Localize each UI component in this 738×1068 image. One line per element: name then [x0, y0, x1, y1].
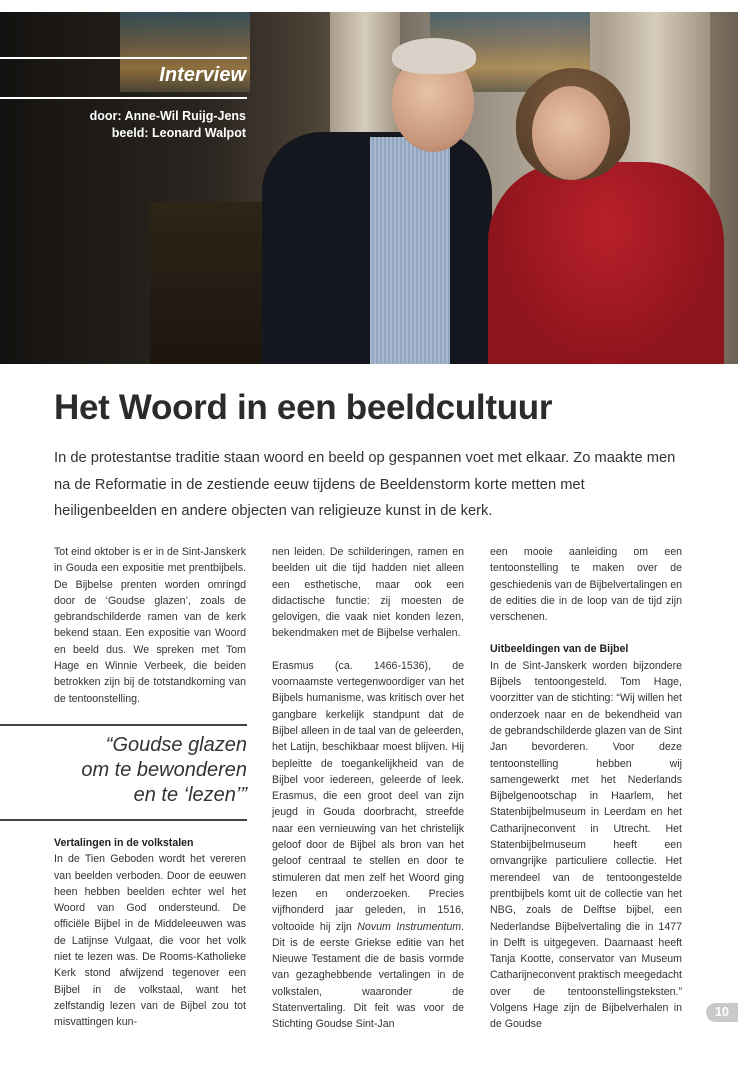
pullquote-rule-bottom: [0, 819, 247, 821]
column-3: [490, 544, 682, 1033]
body-paragraph: In de Tien Geboden wordt het vereren van beelden verboden. Door de eeuwen heen hebben beelden echter wel het Woord van God ondersteund. De officiële Bijbel in de Middeleeuwen was de Latijnse Vulgaat, die voor het volk niet te lezen was. De Rooms-Katholieke Kerk stond afwijzend tegenover een Bijbel in de volkstaal, want het zelfstandig lezen van de Bijbel zou tot misvattingen kun-: [54, 853, 246, 1029]
article-lead: In de protestantse traditie staan woord en beeld op gespannen voet met elkaar. Zo maakte men na de Reformatie in de zestiende eeuw tijdens de Beeldenstorm korte metten met heiligenbeelden en andere objecten van religieuze kunst in de kerk.: [54, 450, 676, 519]
body-paragraph: nen leiden. De schilderingen, ramen en beelden uit die tijd hadden niet alleen een esthetische, maar ook een didactische functie: zij moesten de gelovigen, die vaak niet konden lezen, bekendmaken met de Bijbelse verhalen.: [272, 546, 464, 640]
column-2: [272, 544, 464, 1033]
body-paragraph: een mooie aanleiding om een tentoonstelling te maken over de geschiedenis van de Bijbelvertalingen en de edities die in de loop van de tijd zijn verschenen.: [490, 546, 682, 624]
pullquote-rule-top: [0, 724, 247, 726]
text-run: Erasmus (ca. 1466-1536), de voornaamste vertegenwoordiger van het Bijbels humanisme, was kritisch over het gangbare kerkelijk standpunt dat de Bijbel alleen in de taal van de geleerden, het Latijn, beschikbaar moest blijven. Hij bepleitte de toegankelijkheid van de Bijbel voor iedereen, geleerde of leek. Erasmus, die een groot deel van zijn jeugd in Gouda doorbracht, streefde naar een vernieuwing van het christelijk geloof door de Bijbel als bron van het geloof centraal te stellen en door te stimuleren dat men zelf het Woord ging lezen en onderzoeken. Precies vijfhonderd jaar geleden, in 1516, voltooide hij zijn: [272, 659, 464, 933]
pullquote-line: “Goudse glazen: [105, 734, 247, 756]
pullquote-line: om te bewonderen: [81, 759, 247, 781]
section-kicker: Interview: [159, 64, 246, 86]
pullquote-line: en te ‘lezen’”: [133, 784, 247, 806]
text-run: . Dit is de eerste Griekse editie van het Nieuwe Testament die de basis vormde van gezaghebbende vertalingen in de volkstalen, waaronder de Statenvertaling. Dit feit was voor de Stichting Goudse Sint-Jan: [272, 920, 465, 1031]
body-paragraph: In de Sint-Janskerk worden bijzondere Bijbels tentoongesteld. Tom Hage, voorzitter van de stichting: “Wij willen het onderzoek naar en de bekendheid van de gebrandschilderde glazen van de Sint Jan bevorderen. Voor deze tentoonstelling hebben wij samengewerkt met het Nederlands Bijbelgenootschap in Haarlem, het Statenbijbelmuseum in Leerdam en het Catharijneconvent in Utrecht. Het Statenbijbelmuseum heeft een omvangrijke particuliere collectie. Het merendeel van de tentoongestelde prentbijbels komt uit de collectie van het NBG, zoals de Delftse bijbel, een Nederlandse Bijbelvertaling die in 1477 in Delft is uitgegeven. Daarnaast heeft Tanja Kootte, conservator van Museum Catharijneconvent praktisch meegedacht over de tentoonstellingsteksten.” Volgens Hage zijn de Bijbelverhalen in de Goudse: [490, 659, 683, 1031]
page-number: 10: [706, 1003, 738, 1022]
header-rule-bottom: [0, 97, 247, 99]
pullquote: [40, 733, 247, 808]
header-rule-top: [0, 57, 247, 59]
author-credit: door: Anne-Wil Ruijg-Jens: [89, 109, 246, 123]
wooden-panel: [150, 202, 280, 364]
subheading-vertalingen: Vertalingen in de volkstalen: [54, 837, 194, 849]
intro-paragraph: Tot eind oktober is er in de Sint-Janskerk in Gouda een expositie met prentbijbels. De Bijbelse prenten worden omringd door de ‘Goudse glazen’, zoals de gebrandschilderde ramen van de kerk bekend staan. Een expositie van Woord en beeld dus. We spreken met Tom Hage en Winnie Verbeek, die beiden betrokken zijn bij de totstandkoming van de tentoonstelling.: [54, 546, 246, 705]
column-1-top: [54, 544, 246, 707]
column-1-bottom: [54, 835, 246, 1031]
subheading-uitbeeldingen: Uitbeeldingen van de Bijbel: [490, 643, 629, 656]
photo-credit: beeld: Leonard Walpot: [111, 126, 246, 140]
book-title: Novum Instrumentum: [357, 920, 462, 933]
hero-photo: [0, 12, 738, 364]
article-title: Het Woord in een beeldcultuur: [54, 388, 553, 427]
body-paragraph-erasmus: [272, 658, 464, 1033]
